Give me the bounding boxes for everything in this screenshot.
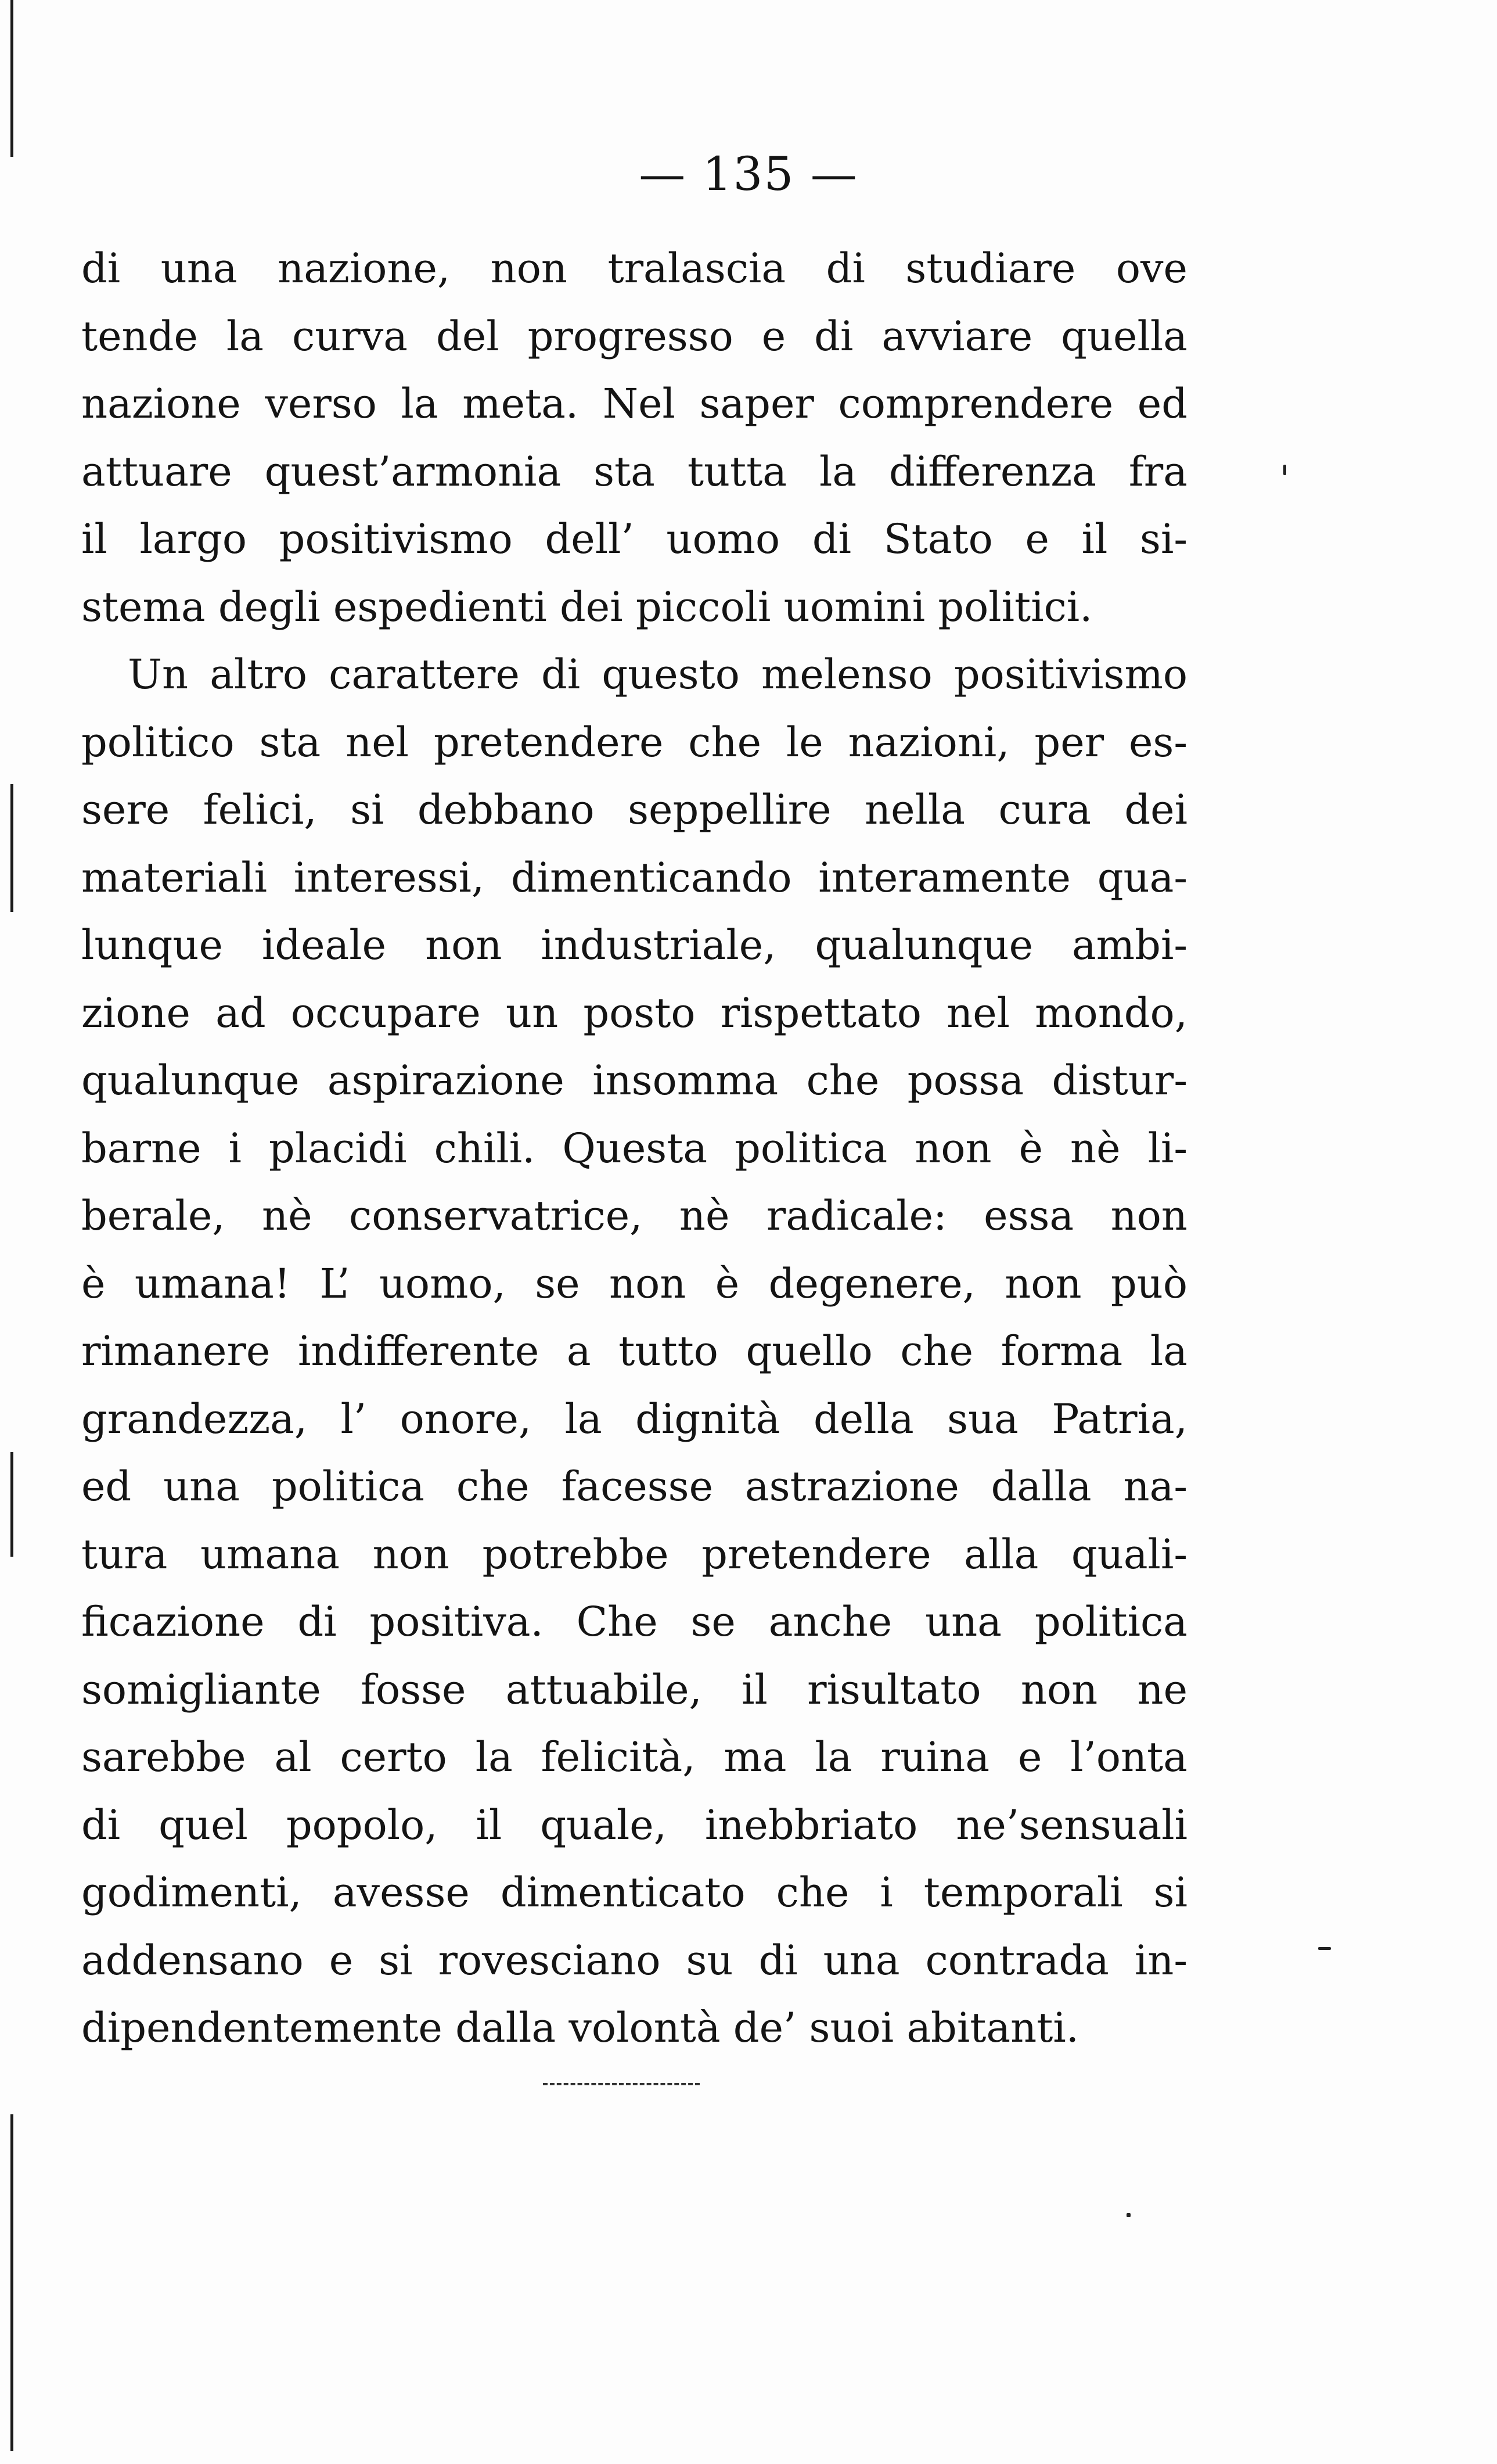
text-line: barne i placidi chili. Questa politica non è nè li- xyxy=(81,1124,1187,1172)
text-line: somigliante fosse attuabile, il risultato non ne xyxy=(81,1665,1187,1714)
text-line: stema degli espedienti dei piccoli uomini politici. xyxy=(81,583,1093,631)
text-line: berale, nè conservatrice, nè radicale: essa non xyxy=(81,1192,1187,1240)
text-line: nazione verso la meta. Nel saper comprendere ed xyxy=(81,380,1187,428)
page-number: — 135 — xyxy=(639,147,858,201)
page-edge-shadow xyxy=(10,784,13,912)
print-speck xyxy=(1283,465,1286,475)
text-line: addensano e si rovesciano su di una contrada in- xyxy=(81,1936,1187,1984)
page-edge-shadow xyxy=(10,0,13,157)
body-text xyxy=(81,235,1187,2062)
text-line: di quel popolo, il quale, inebbriato ne’sensuali xyxy=(81,1801,1187,1849)
text-line: rimanere indifferente a tutto quello che forma la xyxy=(81,1327,1187,1375)
print-speck xyxy=(1127,2213,1131,2217)
text-line: di una nazione, non tralascia di studiare ove xyxy=(81,245,1187,292)
text-line: materiali interessi, dimenticando interamente qua- xyxy=(81,853,1187,901)
page-edge-shadow xyxy=(10,1452,13,1557)
text-line: è umana! L’ uomo, se non è degenere, non può xyxy=(81,1259,1187,1308)
text-line: politico sta nel pretendere che le nazioni, per es- xyxy=(81,718,1187,766)
section-separator xyxy=(543,2083,700,2085)
text-line: sere felici, si debbano seppellire nella cura dei xyxy=(81,786,1187,834)
text-line: sarebbe al certo la felicità, ma la ruina e l’onta xyxy=(81,1733,1187,1781)
text-line: qualunque aspirazione insomma che possa distur- xyxy=(81,1057,1187,1104)
page-edge-shadow xyxy=(10,2114,13,2451)
text-line: zione ad occupare un posto rispettato nel mondo, xyxy=(81,989,1187,1037)
text-line: dipendentemente dalla volontà de’ suoi abitanti. xyxy=(81,2004,1079,2052)
text-line: attuare quest’armonia sta tutta la differenza fra xyxy=(81,447,1187,495)
text-line: ed una politica che facesse astrazione dalla na- xyxy=(81,1463,1187,1510)
print-speck xyxy=(1318,1947,1331,1950)
text-line: godimenti, avesse dimenticato che i temporali si xyxy=(81,1869,1187,1916)
text-line: grandezza, l’ onore, la dignità della sua Patria, xyxy=(81,1395,1187,1443)
text-line: tura umana non potrebbe pretendere alla quali- xyxy=(81,1530,1187,1578)
text-line: il largo positivismo dell’ uomo di Stato e il si- xyxy=(81,515,1187,563)
text-line: Un altro carattere di questo melenso positivismo xyxy=(128,651,1187,698)
text-line: tende la curva del progresso e di avviare quella xyxy=(81,312,1187,360)
text-line: lunque ideale non industriale, qualunque ambi- xyxy=(81,921,1187,969)
text-line: ficazione di positiva. Che se anche una politica xyxy=(81,1598,1187,1646)
